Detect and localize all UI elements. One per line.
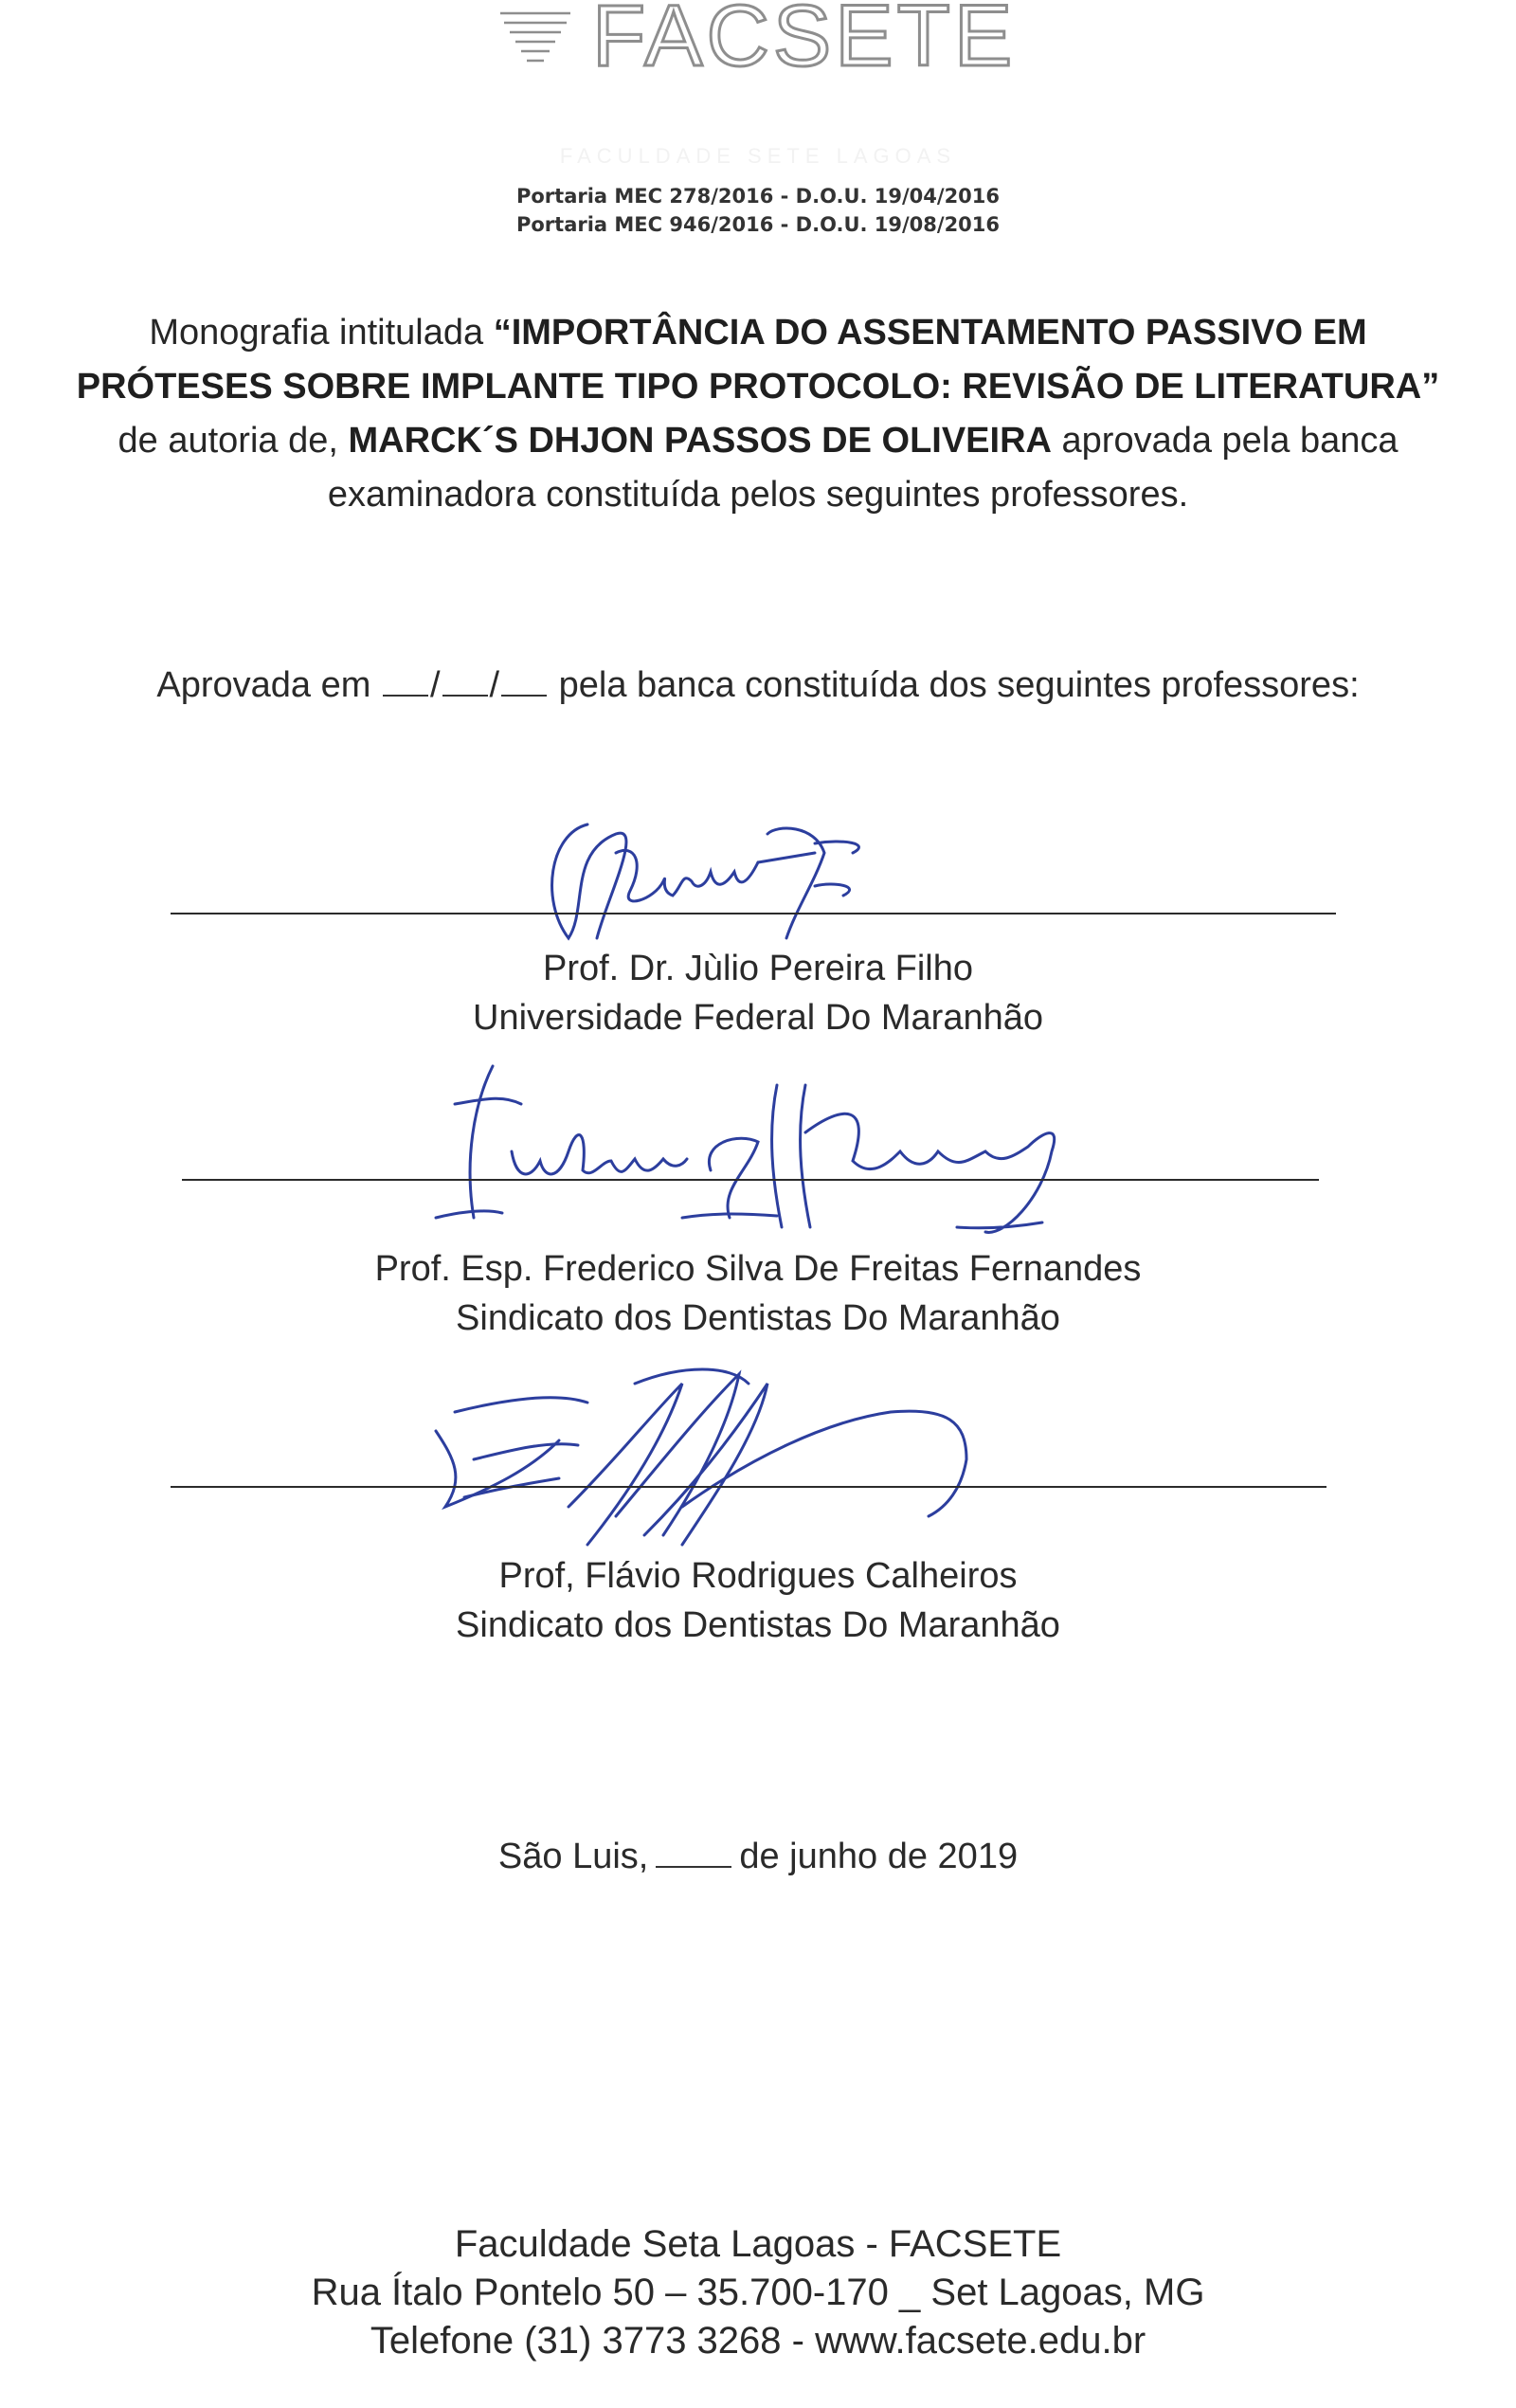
- signature-line-1: [171, 913, 1336, 914]
- statement-line-2: [0, 360, 1516, 414]
- portaria-line-2: Portaria MEC 946/2016 - D.O.U. 19/08/2016: [515, 213, 1001, 236]
- signatory-3-institution: Sindicato dos Dentistas Do Maranhão: [456, 1605, 1060, 1645]
- date-rest: de junho de 2019: [739, 1837, 1019, 1876]
- signature-line-2: [182, 1179, 1319, 1181]
- city: São Luis,: [497, 1837, 649, 1876]
- statement-line-4: examinadora constituída pelos seguintes professores.: [327, 475, 1189, 515]
- date-separator-2: /: [489, 665, 500, 705]
- approval-prefix: Aprovada em: [156, 665, 371, 705]
- signature-1: [531, 796, 929, 957]
- statement-intro: Monografia intitulada: [149, 313, 494, 353]
- statement-line-3: [0, 414, 1516, 468]
- year-blank[interactable]: [501, 666, 547, 697]
- approved-by-text: aprovada pela banca: [1051, 421, 1399, 461]
- logo-wordmark: FACSETE: [592, 0, 1017, 84]
- statement-line-1: [0, 306, 1516, 360]
- signature-line-3: [171, 1486, 1326, 1488]
- signatory-1-institution: Universidade Federal Do Maranhão: [473, 998, 1043, 1038]
- signature-2: [398, 1047, 1137, 1237]
- signatory-3-name: Prof, Flávio Rodrigues Calheiros: [498, 1556, 1018, 1596]
- signatory-1-name: Prof. Dr. Jùlio Pereira Filho: [542, 949, 974, 988]
- month-blank[interactable]: [442, 666, 488, 697]
- footer-address: Rua Ítalo Pontelo 50 – 35.700-170 _ Set Lagoas, MG: [311, 2272, 1205, 2313]
- approval-suffix: pela banca constituída dos seguintes professores:: [558, 665, 1360, 705]
- facsete-logo-icon: [493, 6, 578, 72]
- signature-3: [398, 1346, 1004, 1573]
- signatory-2-institution: Sindicato dos Dentistas Do Maranhão: [456, 1298, 1060, 1338]
- day-blank[interactable]: [383, 666, 428, 697]
- author-name: MARCK´S DHJON PASSOS DE OLIVEIRA: [348, 421, 1052, 461]
- footer-institution: Faculdade Seta Lagoas - FACSETE: [454, 2223, 1062, 2265]
- portaria-line-1: Portaria MEC 278/2016 - D.O.U. 19/04/2016: [515, 185, 1001, 208]
- footer-contact: Telefone (31) 3773 3268 - www.facsete.edu.br: [370, 2320, 1146, 2362]
- thesis-title-part-1: “IMPORTÂNCIA DO ASSENTAMENTO PASSIVO EM: [493, 313, 1367, 353]
- day-field-blank[interactable]: [656, 1838, 731, 1868]
- facsete-logo: [493, 0, 1042, 84]
- footer: [0, 2220, 1516, 2365]
- approval-date-line: [0, 665, 1516, 706]
- approval-statement: [0, 306, 1516, 522]
- logo-tagline: FACULDADE SETE LAGOAS: [559, 144, 957, 168]
- thesis-title-part-2: PRÓTESES SOBRE IMPLANTE TIPO PROTOCOLO: REVISÃO DE LITERATURA”: [76, 367, 1440, 407]
- date-separator-1: /: [429, 665, 441, 705]
- place-date-line: [0, 1837, 1516, 1877]
- author-prefix: de autoria de,: [117, 421, 349, 461]
- signatory-2-name: Prof. Esp. Frederico Silva De Freitas Fernandes: [374, 1249, 1142, 1289]
